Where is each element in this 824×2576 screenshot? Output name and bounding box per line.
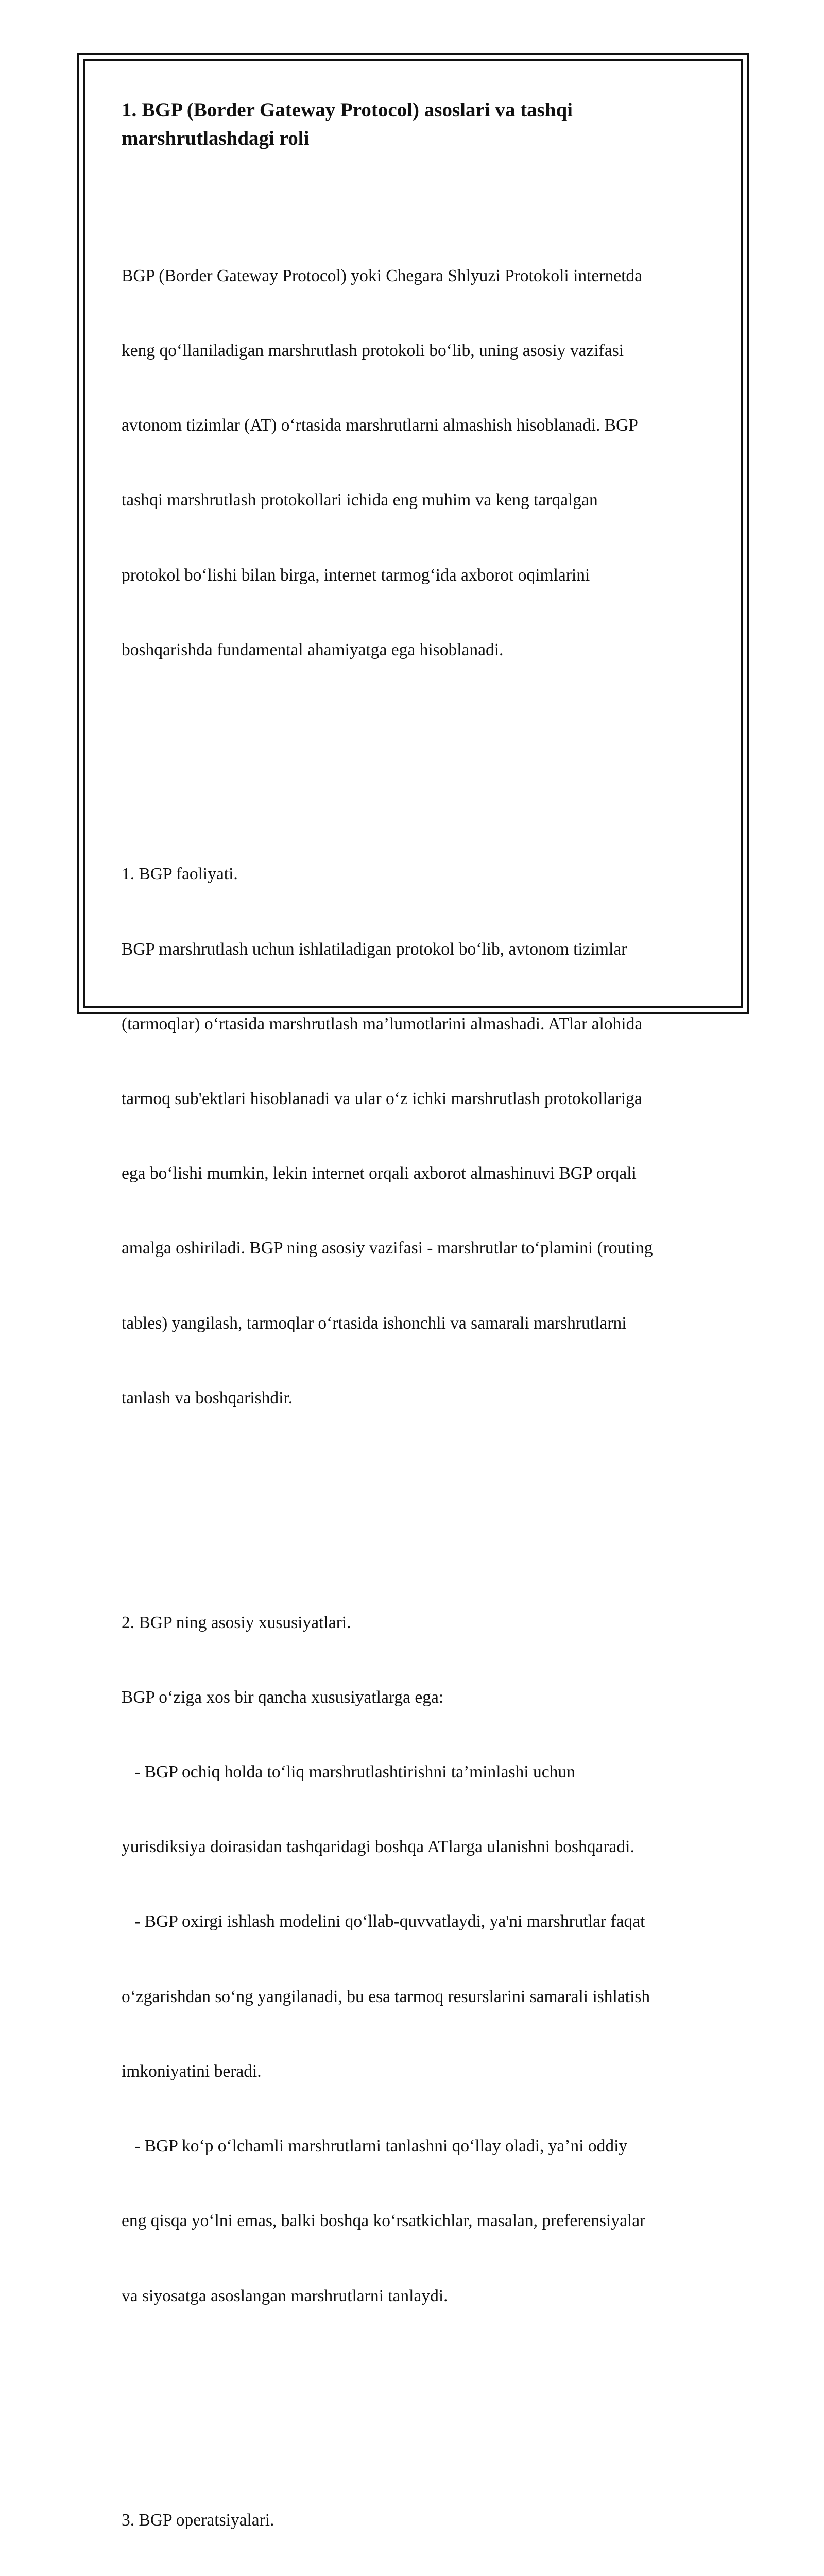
list-item-line: - BGP ko‘p o‘lchamli marshrutlarni tanlashni qo‘llay oladi, ya’ni oddiy: [122, 2137, 628, 2156]
text-line: ega bo‘lishi mumkin, lekin internet orqali axborot almashinuvi BGP orqali: [122, 1164, 637, 1183]
text-line: va siyosatga asoslangan marshrutlarni tanlaydi.: [122, 2286, 448, 2306]
section-heading: 1. BGP faoliyati.: [122, 865, 238, 884]
text-line: eng qisqa yo‘lni emas, balki boshqa ko‘rsatkichlar, masalan, preferensiyalar: [122, 2211, 646, 2231]
list-item-line: - BGP oxirgi ishlash modelini qo‘llab-quvvatlaydi, ya'ni marshrutlar faqat: [122, 1912, 645, 1931]
list-item-line: - BGP ochiq holda to‘liq marshrutlashtirishni ta’minlashi uchun: [122, 1762, 575, 1782]
text-line: tashqi marshrutlash protokollari ichida eng muhim va keng tarqalgan: [122, 490, 598, 510]
text-line: protokol bo‘lishi bilan birga, internet tarmog‘ida axborot oqimlarini: [122, 565, 590, 585]
text-line: imkoniyatini beradi.: [122, 2061, 262, 2081]
paragraph-section-3: [122, 2458, 714, 2576]
document-content: [122, 96, 714, 2576]
text-line: tarmoq sub'ektlari hisoblanadi va ular o‘z ichki marshrutlash protokollariga: [122, 1089, 642, 1109]
paragraph-intro: [122, 214, 714, 713]
text-line: tables) yangilash, tarmoqlar o‘rtasida ishonchli va samarali marshrutlarni: [122, 1313, 627, 1333]
title-line: 1. BGP (Border Gateway Protocol) asoslari va tashqi: [122, 99, 573, 121]
section-heading: 2. BGP ning asosiy xususiyatlari.: [122, 1613, 351, 1632]
text-line: boshqarishda fundamental ahamiyatga ega hisoblanadi.: [122, 640, 504, 659]
text-line: BGP marshrutlash uchun ishlatiladigan protokol bo‘lib, avtonom tizimlar: [122, 939, 627, 959]
text-line: BGP o‘ziga xos bir qancha xususiyatlarga ega:: [122, 1687, 444, 1707]
paragraph-section-2: [122, 1561, 714, 2359]
title-line: marshrutlashdagi roli: [122, 127, 310, 149]
text-line: (tarmoqlar) o‘rtasida marshrutlash ma’lumotlarini almashadi. ATlar alohida: [122, 1014, 643, 1033]
text-line: avtonom tizimlar (AT) o‘rtasida marshrutlarni almashish hisoblanadi. BGP: [122, 416, 638, 435]
document-body: [122, 164, 714, 2576]
document-title: [122, 96, 714, 152]
text-line: tanlash va boshqarishdir.: [122, 1388, 293, 1408]
text-line: yurisdiksiya doirasidan tashqaridagi boshqa ATlarga ulanishni boshqaradi.: [122, 1837, 634, 1857]
text-line: keng qo‘llaniladigan marshrutlash protokoli bo‘lib, uning asosiy vazifasi: [122, 341, 624, 360]
text-line: amalga oshiriladi. BGP ning asosiy vazifasi - marshrutlar to‘plamini (routing: [122, 1239, 653, 1258]
text-line: o‘zgarishdan so‘ng yangilanadi, bu esa tarmoq resurslarini samarali ishlatish: [122, 1987, 650, 2006]
text-line: BGP (Border Gateway Protocol) yoki Chegara Shlyuzi Protokoli internetda: [122, 266, 643, 285]
paragraph-section-1: [122, 812, 714, 1461]
section-heading: 3. BGP operatsiyalari.: [122, 2511, 274, 2530]
